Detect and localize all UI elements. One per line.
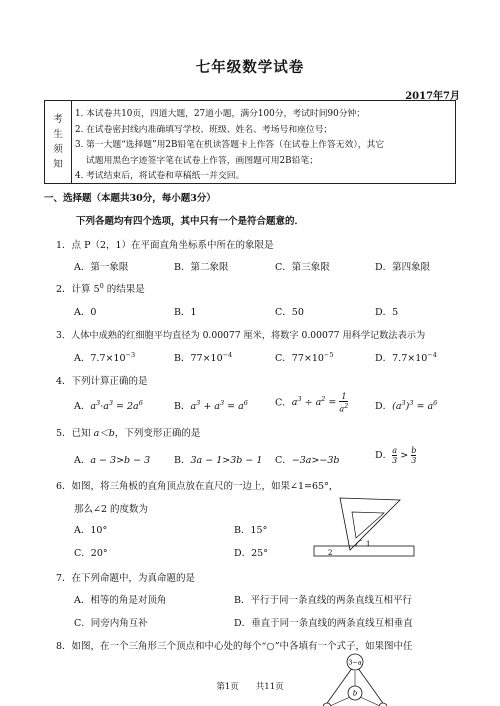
q5-stem-b: ，下列变形正确的是 [114,428,201,439]
notice-item [75,107,451,123]
q1-stem: 1．点 P（2，1）在平面直角坐标系中所在的象限是 [56,240,274,251]
q5-stem [56,425,200,439]
option-label: D． [375,401,393,412]
notice-item [75,169,451,185]
triangle-inner [352,512,384,538]
exam-date: 2017年7月 [405,91,460,102]
angle-1-label: 1 [366,540,371,548]
option-exp: −5 [323,350,334,359]
option-label: B． [174,401,191,412]
q7-option-b: B．平行于同一条直线的两条直线互相平行 [234,595,412,606]
notice-box [44,100,456,184]
notice-text: 考试结束后，将试卷和草稿纸一并交回。 [86,171,245,181]
q2-option-d: D．5 [375,307,399,318]
q4-stem: 4．下列计算正确的是 [56,376,148,387]
q7-stem: 7．在下列命题中，为真命题的是 [56,573,196,584]
q8-figure [310,652,410,706]
side-char: 考 [53,114,63,125]
q1-option-a: A．第一象限 [74,262,129,273]
q5-stem-a: 5．已知 [56,428,94,439]
notice-text: 第一大题“选择题”用2B铅笔在机读答题卡上作答（在试卷上作答无效），其它 [86,140,385,150]
option-base: 7.7×10 [90,353,126,364]
option-label: A． [74,455,91,466]
angle-2-label: 2 [328,549,333,557]
q4-option-d [375,398,437,412]
top-circle-label: 3−a [348,658,362,667]
option-label: C． [275,353,292,364]
q7-option-a: A．相等的角是对顶角 [74,595,167,606]
q2-exponent: 0 [99,281,104,290]
q6-option-c: C．20° [74,548,108,559]
q5-option-b [174,452,262,466]
q4c-expr: $a^3 \div a^2$ = $\frac{1}{a^2}$ [291,392,349,414]
option-label: A． [74,401,91,412]
q3-option-b [174,350,232,364]
q4-option-b [174,398,248,412]
notice-text: 在试卷密封线内准确填写学校、班级、姓名、考场号和座位号； [86,124,333,135]
q6-stem2: 那么∠2 的度数为 [74,504,149,515]
center-circle-label: b [352,689,358,698]
option-exp: −4 [222,350,233,359]
q2-option-b: B．1 [174,307,197,318]
side-char: 须 [53,144,63,155]
option-label: C． [275,397,292,409]
q5-option-c [275,452,340,466]
q7-option-c: C．同旁内角互补 [74,618,148,629]
notice-num: 2． [75,124,90,135]
option-label: C． [275,455,292,466]
q4-option-c [275,392,348,414]
notice-num: 1． [75,109,90,119]
notice-num: 3． [75,140,90,150]
page-footer: 第1页 共11页 [216,682,284,692]
q2-option-a: A．0 [74,307,97,318]
q1-option-b: B．第二象限 [174,262,229,273]
notice-item [75,138,451,169]
option-expr: 3a − 1>3b − 1 [190,455,263,466]
q3-option-d [375,350,437,364]
q4b-expr: $a^3 + a^3 = a^6$ [190,398,248,412]
option-label: D． [375,353,393,364]
q2-stem-b: 的结果是 [103,284,145,295]
q6-option-b: B．15° [234,525,268,536]
q4-option-a [74,398,143,412]
q3-option-c [275,350,334,364]
q5-option-d [375,446,416,465]
option-label: A． [74,353,91,364]
q1-option-c: C．第三象限 [275,262,330,273]
side-char: 知 [53,159,63,170]
section-heading: 一、选择题（本题共30分，每小题3分） [44,193,216,204]
side-char: 生 [53,129,63,140]
notice-side-label [45,101,72,183]
q6-figure [310,488,420,568]
q6-stem: 6．如图，将三角板的直角顶点放在直尺的一边上，如果∠1=65°， [56,481,339,492]
notice-list [75,107,451,185]
q1-option-d: D．第四象限 [375,262,431,273]
notice-num: 4． [75,171,90,181]
q8-stem: 8．如图，在一个三角形三个顶点和中心处的每个“○”中各填有一个式子，如果图中任 [56,641,413,652]
option-label: D． [375,450,393,461]
q4d-expr: $(a^3)^3 = a^6$ [392,398,438,412]
option-label: B． [174,455,191,466]
q3-stem: 3．人体中成熟的红细胞平均直径为 0.00077 厘米，将数字 0.00077 用科学记数法表示为 [56,330,426,341]
option-base: 7.7×10 [392,353,428,364]
option-exp: −3 [125,350,136,359]
q4a-expr: $a^3\cdot a^3 = 2a^6$ [90,398,143,412]
q5-stem-math: a＜b [93,428,115,439]
q3-option-a [74,350,135,364]
q2-stem [56,281,145,295]
q2-option-c: C．50 [275,307,304,318]
option-label: B． [174,353,191,364]
q5-option-a [74,452,150,466]
notice-text-cont: 试题用黑色字迹签字笔在试卷上作答，画图题可用2B铅笔； [86,155,318,166]
section-instruction: 下列各题均有四个选项，其中只有一个是符合题意的． [76,216,305,227]
q6-option-d: D．25° [234,548,268,559]
option-base: 77×10 [291,353,324,364]
exam-title: 七年级数学试卷 [195,59,305,76]
notice-item [75,123,451,139]
q6-option-a: A．10° [74,525,108,536]
q5d-expr: $\frac{a}{3}$ > $\frac{b}{3}$ [392,446,417,465]
notice-text: 本试卷共10页，四道大题，27道小题，满分100分，考试时间90分钟； [86,109,366,119]
q7-option-d: D．垂直于同一条直线的两条直线互相垂直 [234,618,413,629]
q2-stem-a: 2．计算 5 [56,284,100,295]
option-exp: −4 [427,350,437,359]
option-base: 77×10 [190,353,223,364]
option-expr: a − 3>b − 3 [90,455,151,466]
option-expr: −3a>−3b [291,455,340,466]
